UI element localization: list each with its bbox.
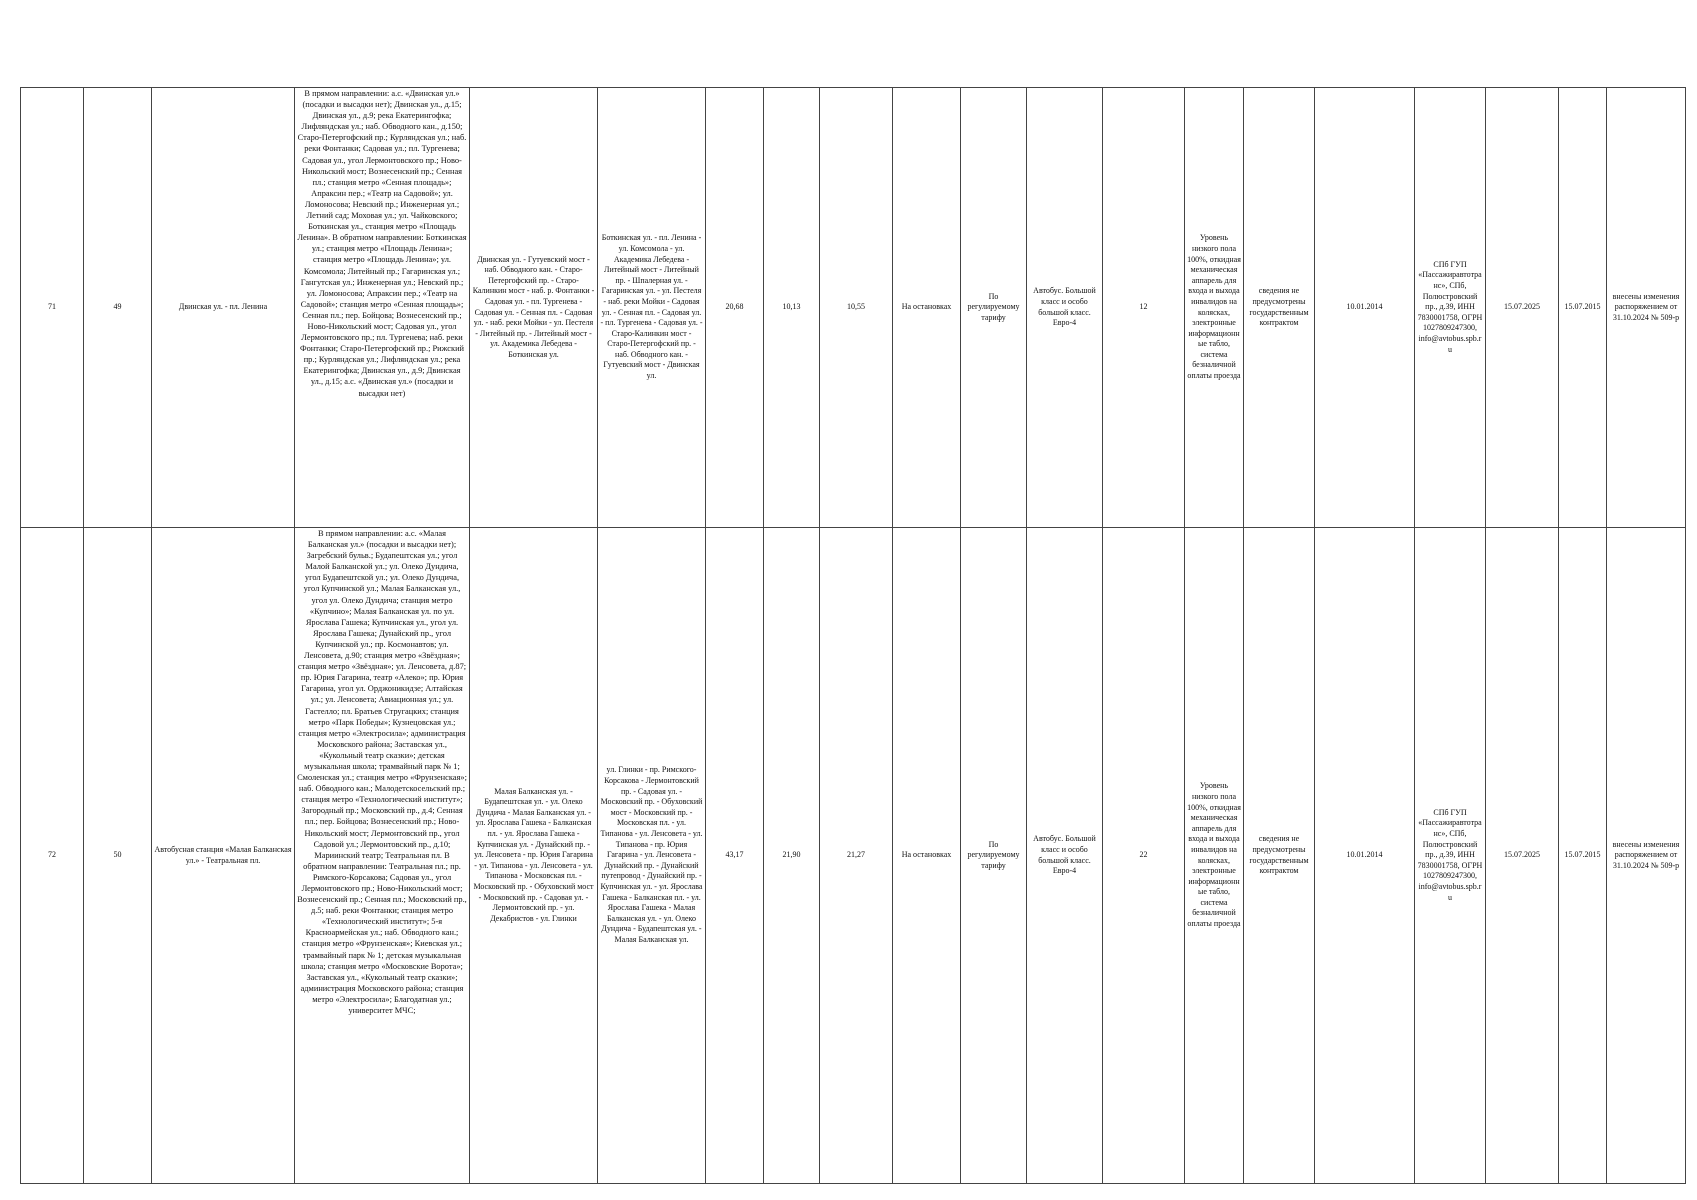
table-row (21, 528, 1686, 1184)
vehicle-count: 22 (1103, 528, 1185, 1184)
route-name: Двинская ул. - пл. Ленина (152, 88, 295, 528)
contract-info: сведения не предусмотрены государственным контрактом (1244, 528, 1315, 1184)
start-date: 10.01.2014 (1315, 88, 1415, 528)
table-row (21, 88, 1686, 528)
streets-forward: Малая Балканская ул. - Будапештская ул. - ул. Олеко Дундича - Малая Балканская ул. - ул. Ярослава Гашека - Балканская пл. - ул. Ярослава Гашека - Купчинская ул. - Дунайский пр. - ул. Ленсовета - пр. Юрия Гагарина - ул. Типанова - ул. Ленсовета - ул. Типанова - Московская пл. - Московский пр. - Обуховский мост - Московский пр. - Садовая ул. - Лермонтовский пр. - ул. Декабристов - ул. Глинки (470, 528, 598, 1184)
length-forward: 10,13 (764, 88, 820, 528)
vehicle-class: Автобус. Большой класс и особо большой класс. Евро-4 (1027, 528, 1103, 1184)
date-until: 15.07.2025 (1486, 88, 1559, 528)
streets-forward: Двинская ул. - Гутуевский мост - наб. Обводного кан. - Старо-Петергофский пр. - Старо-Калинкин мост - наб. р. Фонтанки - Садовая ул. - пл. Тургенева - Садовая ул. - Сенная пл. - Садовая ул. - наб. реки Мойки - ул. Пестеля - Литейный пр. - Литейный мост - ул. Академика Лебедева - Боткинская ул. (470, 88, 598, 528)
route-stops-description: В прямом направлении: а.с. «Двинская ул.» (посадки и высадки нет); Двинская ул., д.15; Двинская ул., д.9; река Екатерингофка; Лифляндская ул.; наб. Обводного кан., д.150; Старо-Петергофский пр.; Курляндская ул.; наб. реки Фонтанки; Садовая ул.; пл. Тургенева; Садовая ул., угол Лермонтовского пр.; Ново-Никольский мост; Вознесенский пр.; Сенная пл.; станция метро «Сенная площадь»; Апраксин пер.; «Театр на Садовой»; ул. Ломоносова; Невский пр.; Инженерная ул.; Летний сад; Моховая ул.; ул. Чайковского; Боткинская ул., станция метро «Площадь Ленина». В обратном направлении: Боткинская ул.; станция метро «Площадь Ленина»; станция метро «Площадь Ленина»; ул. Комсомола; Литейный пр.; Гагаринская ул.; Гангутская ул.; Инженерная ул.; Невский пр.; ул. Ломоносова; Апраксин пер.; «Театр на Садовой»; станция метро «Сенная площадь»; Сенная пл.; пер. Бойцова; Вознесенский пр.; Ново-Никольский мост; Садовая ул., угол Лермонтовского пр.; пл. Тургенева; наб. реки Фонтанки; Старо-Петергофский пр.; Рижский пр.; Курляндская ул.; Лифляндская ул.; река Екатерингофка; Двинская ул., д.9; Двинская ул., д.15; а.с. «Двинская ул.» (посадки и высадки нет) (295, 88, 470, 528)
route-name: Автобусная станция «Малая Балканская ул.» - Театральная пл. (152, 528, 295, 1184)
length-total: 20,68 (706, 88, 764, 528)
vehicle-features: Уровень низкого пола 100%, откидная механическая аппарель для входа и выхода инвалидов на колясках, электронные информационные табло, система безналичной оплаты проезда (1185, 88, 1244, 528)
tariff-type: По регулируемому тарифу (961, 528, 1027, 1184)
streets-backward: Боткинская ул. - пл. Ленина - ул. Комсомола - ул. Академика Лебедева - Литейный мост - Литейный пр. - Шпалерная ул. - Гагаринская ул. - ул. Пестеля - наб. реки Мойки - Садовая ул. - Сенная пл. - Садовая ул. - пл. Тургенева - Садовая ул. - Старо-Калинкин мост - Старо-Петергофский пр. - наб. Обводного кан. - Гутуевский мост - Двинская ул. (598, 88, 706, 528)
start-date: 10.01.2014 (1315, 528, 1415, 1184)
date-until: 15.07.2025 (1486, 528, 1559, 1184)
route-number: 50 (84, 528, 152, 1184)
routes-table (20, 87, 1686, 1184)
streets-backward: ул. Глинки - пр. Римского-Корсакова - Лермонтовский пр. - Садовая ул. - Московский пр. - Обуховский мост - Московский пр. - Московская пл. - ул. Типанова - ул. Ленсовета - ул. Типанова - пр. Юрия Гагарина - ул. Ленсовета - Дунайский пр. - Дунайский путепровод - Дунайский пр. - Купчинская ул. - ул. Ярослава Гашека - Балканская пл. - ул. Ярослава Гашека - Малая Балканская ул. - ул. Олеко Дундича - Будапештская ул. - Малая Балканская ул. (598, 528, 706, 1184)
row-number: 71 (21, 88, 84, 528)
contract-info: сведения не предусмотрены государственным контрактом (1244, 88, 1315, 528)
change-note: внесены изменения распоряжением от 31.10.2024 № 509-р (1607, 528, 1686, 1184)
date-contract: 15.07.2015 (1559, 88, 1607, 528)
carrier-info: СПб ГУП «Пассажиравтотранс», СПб, Полюстровский пр., д.39, ИНН 7830001758, ОГРН 1027809247300, info@avtobus.spb.ru (1415, 88, 1486, 528)
row-number: 72 (21, 528, 84, 1184)
boarding-order: На остановках (893, 88, 961, 528)
vehicle-class: Автобус. Большой класс и особо большой класс. Евро-4 (1027, 88, 1103, 528)
carrier-info: СПб ГУП «Пассажиравтотранс», СПб, Полюстровский пр., д.39, ИНН 7830001758, ОГРН 1027809247300, info@avtobus.spb.ru (1415, 528, 1486, 1184)
vehicle-features: Уровень низкого пола 100%, откидная механическая аппарель для входа и выхода инвалидов на колясках, электронные информационные табло, система безналичной оплаты проезда (1185, 528, 1244, 1184)
route-stops-description: В прямом направлении: а.с. «Малая Балканская ул.» (посадки и высадки нет); Загребский бульв.; Будапештская ул.; угол Малой Балканской ул.; ул. Олеко Дундича, угол Будапештской ул.; ул. Олеко Дундича, угол Купчинской ул.; Малая Балканская ул., угол ул. Олеко Дундича; станция метро «Купчино»; Малая Балканская ул. по ул. Ярослава Гашека; Купчинская ул., угол ул. Ярослава Гашека; Дунайский пр., угол Купчинской ул.; пр. Космонавтов; ул. Ленсовета, д.90; станция метро «Звёздная»; станция метро «Звёздная»; ул. Ленсовета, д.87; пр. Юрия Гагарина, театр «Алеко»; пр. Юрия Гагарина, угол ул. Орджоникидзе; Алтайская ул.; ул. Ленсовета; Авиационная ул.; ул. Гастелло; пл. Братьев Стругацких; станция метро «Парк Победы»; Кузнецовская ул.; станция метро «Электросила»; администрация Московского района; Заставская ул., «Кукольный театр сказки»; детская музыкальная школа; трамвайный парк № 1; Смоленская ул.; станция метро «Фрунзенская»; наб. Обводного кан.; Малодетскосельский пр.; станция метро «Технологический институт»; Загородный пр.; Московский пр., д.4; Сенная пл.; пер. Бойцова; Вознесенский пр.; Ново-Никольский мост; Лермонтовский пр., угол Садовой ул.; Лермонтовский пр., д.10; Мариинский театр; Театральная пл. В обратном направлении: Театральная пл.; пр. Римского-Корсакова; Садовая ул., угол Лермонтовского пр.; Ново-Никольский мост; Вознесенский пр.; Сенная пл.; Московский пр., д.5; наб. реки Фонтанки; станция метро «Технологический институт»; 5-я Красноармейская ул.; наб. Обводного кан.; станция метро «Фрунзенская»; Киевская ул.; трамвайный парк № 1; детская музыкальная школа; станция метро «Московские Ворота»; Заставская ул., «Кукольный театр сказки»; администрация Московского района; станция метро «Электросила»; Благодатная ул.; университет МЧС; (295, 528, 470, 1184)
vehicle-count: 12 (1103, 88, 1185, 528)
change-note: внесены изменения распоряжением от 31.10.2024 № 509-р (1607, 88, 1686, 528)
tariff-type: По регулируемому тарифу (961, 88, 1027, 528)
boarding-order: На остановках (893, 528, 961, 1184)
date-contract: 15.07.2015 (1559, 528, 1607, 1184)
route-number: 49 (84, 88, 152, 528)
length-forward: 21,90 (764, 528, 820, 1184)
length-backward: 21,27 (820, 528, 893, 1184)
length-backward: 10,55 (820, 88, 893, 528)
length-total: 43,17 (706, 528, 764, 1184)
